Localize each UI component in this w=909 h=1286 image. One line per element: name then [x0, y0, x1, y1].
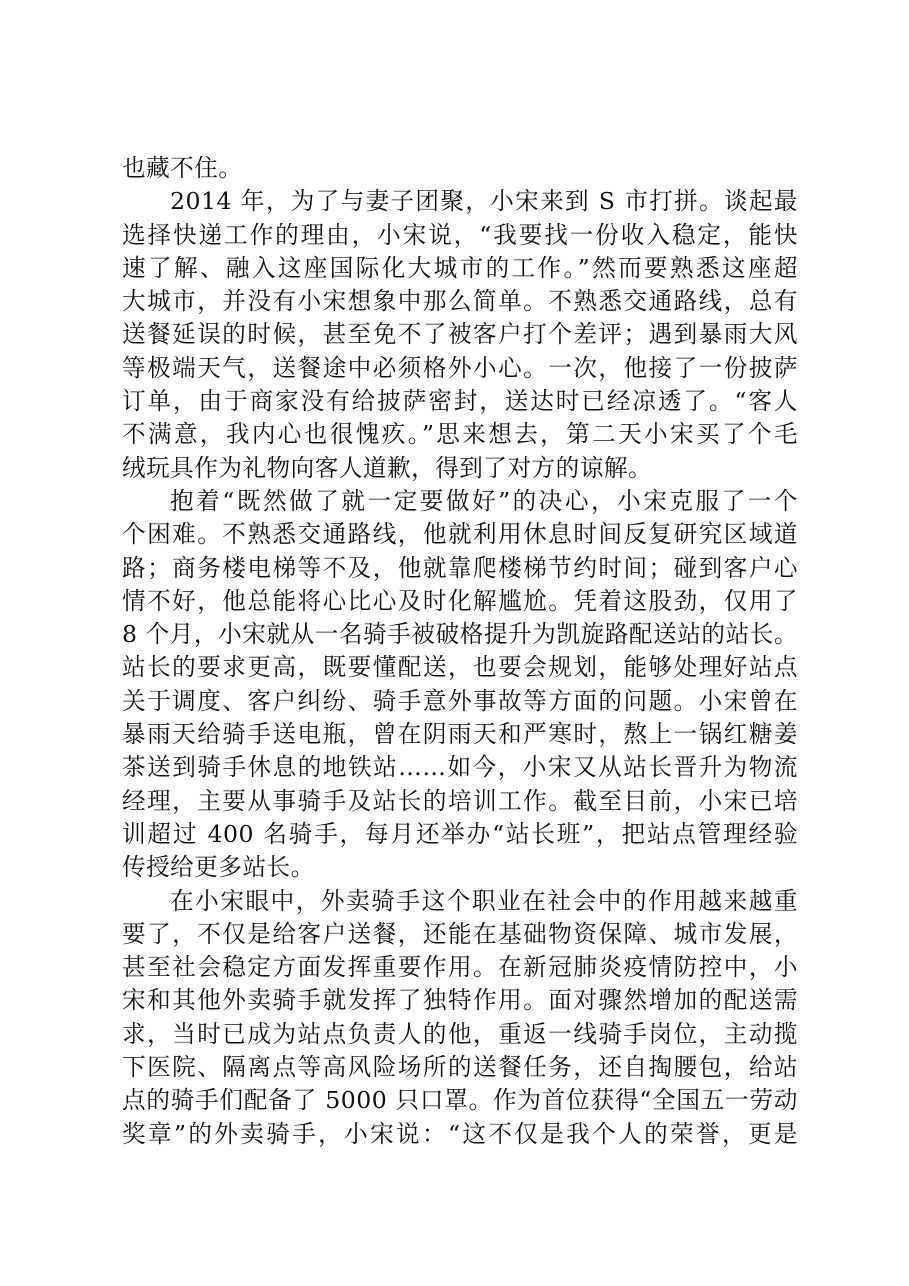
- text-line: 选择快递工作的理由，小宋说，“我要找一份收入稳定，能快: [122, 220, 798, 249]
- text-line: 速了解、融入这座国际化大城市的工作。”然而要熟悉这座超: [122, 253, 798, 282]
- text-line: 奖章”的外卖骑手，小宋说：“这不仅是我个人的荣誉，更是: [122, 1119, 798, 1148]
- text-line: 在小宋眼中，外卖骑手这个职业在社会中的作用越来越重: [170, 886, 798, 915]
- text-line: 宋和其他外卖骑手就发挥了独特作用。面对骤然增加的配送需: [122, 986, 798, 1015]
- text-line: 等极端天气，送餐途中必须格外小心。一次，他接了一份披萨: [122, 353, 798, 382]
- text-line: 绒玩具作为礼物向客人道歉，得到了对方的谅解。: [122, 453, 653, 482]
- text-line: 抱着“既然做了就一定要做好”的决心，小宋克服了一个: [170, 486, 798, 515]
- text-line: 经理，主要从事骑手及站长的培训工作。截至目前，小宋已培: [122, 786, 798, 815]
- text-line: 大城市，并没有小宋想象中那么简单。不熟悉交通路线，总有: [122, 287, 798, 316]
- text-line: 8 个月，小宋就从一名骑手被破格提升为凯旋路配送站的站长。: [122, 620, 798, 649]
- text-line: 路；商务楼电梯等不及，他就靠爬楼梯节约时间；碰到客户心: [122, 553, 798, 582]
- text-line: 暴雨天给骑手送电瓶，曾在阴雨天和严寒时，熬上一锅红糖姜: [122, 720, 798, 749]
- text-line: 2014 年，为了与妻子团聚，小宋来到 S 市打拼。谈起最: [170, 187, 798, 216]
- text-line: 站长的要求更高，既要懂配送，也要会规划，能够处理好站点: [122, 653, 798, 682]
- text-line: 情不好，他总能将心比心及时化解尴尬。凭着这股劲，仅用了: [122, 586, 798, 615]
- text-line: 茶送到骑手休息的地铁站……如今，小宋又从站长晋升为物流: [122, 753, 798, 782]
- text-line: 甚至社会稳定方面发挥重要作用。在新冠肺炎疫情防控中，小: [122, 953, 798, 982]
- text-line: 个困难。不熟悉交通路线，他就利用休息时间反复研究区域道: [122, 520, 798, 549]
- text-line: 传授给更多站长。: [122, 853, 315, 882]
- text-line: 不满意，我内心也很愧疚。”思来想去，第二天小宋买了个毛: [122, 420, 798, 449]
- text-line: 训超过 400 名骑手，每月还举办“站长班”，把站点管理经验: [122, 819, 798, 848]
- text-line: 关于调度、客户纠纷、骑手意外事故等方面的问题。小宋曾在: [122, 686, 798, 715]
- text-line: 送餐延误的时候，甚至免不了被客户打个差评；遇到暴雨大风: [122, 320, 798, 349]
- article-body: [122, 152, 798, 1151]
- text-line: 也藏不住。: [122, 154, 243, 182]
- text-line: 要了，不仅是给客户送餐，还能在基础物资保障、城市发展，: [122, 919, 798, 948]
- text-line: 求，当时已成为站点负责人的他，重返一线骑手岗位，主动揽: [122, 1019, 798, 1048]
- text-line: 订单，由于商家没有给披萨密封，送达时已经凉透了。“客人: [122, 387, 798, 416]
- text-line: 点的骑手们配备了 5000 只口罩。作为首位获得“全国五一劳动: [122, 1086, 798, 1115]
- text-line: 下医院、隔离点等高风险场所的送餐任务，还自掏腰包，给站: [122, 1053, 798, 1082]
